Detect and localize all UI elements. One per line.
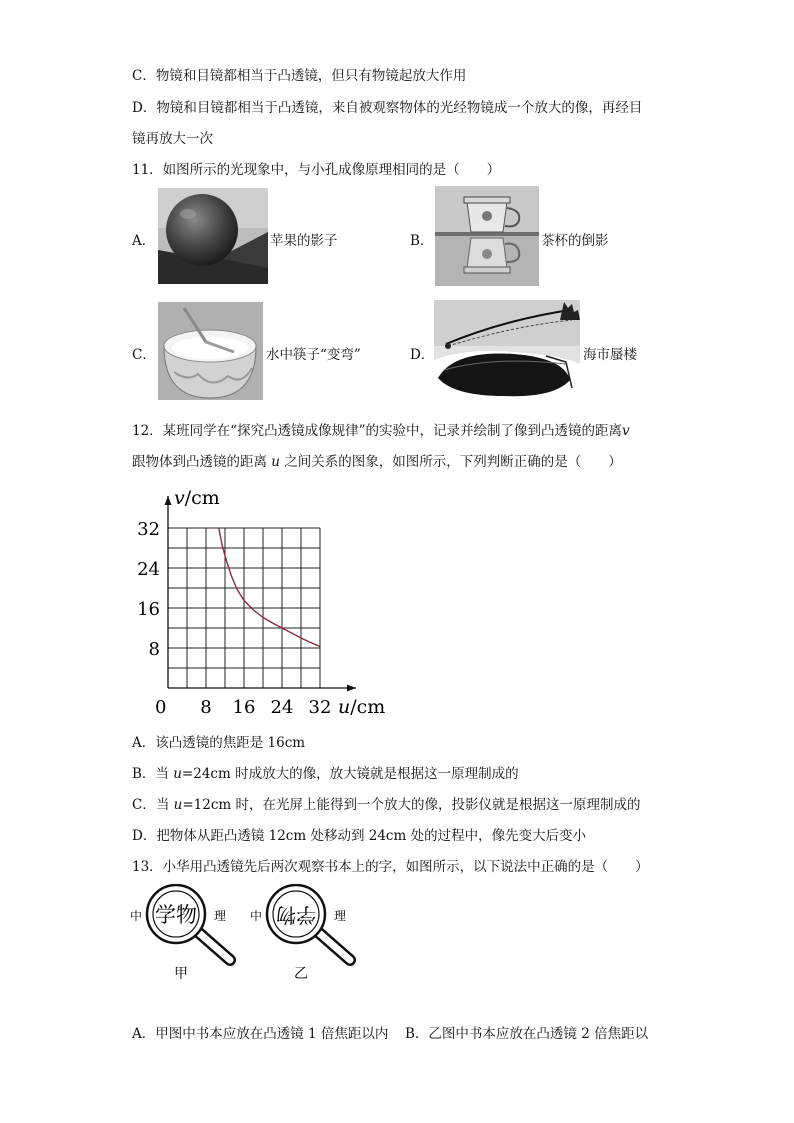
- x-axis-label: u/cm: [338, 696, 386, 718]
- q11-option-b-caption: 茶杯的倒影: [541, 233, 609, 249]
- y-tick-label: 32: [137, 519, 160, 540]
- magnifier-figure: [130, 884, 370, 986]
- x-axis-arrow: [347, 685, 356, 692]
- origin-label: 0: [155, 697, 167, 718]
- left-outer-char-1: 中: [130, 909, 143, 923]
- apple-shadow-photo: [158, 188, 268, 284]
- q11-option-a-caption: 苹果的影子: [270, 233, 338, 249]
- q10-option-d-line1: D．物镜和目镜都相当于凸透镜，来自被观察物体的光经物镜成一个放大的像，再经目: [132, 100, 643, 116]
- q12-option-a: A．该凸透镜的焦距是 16cm: [132, 735, 306, 751]
- x-tick-label: 32: [308, 697, 332, 718]
- chopstick-in-water-photo: [158, 302, 263, 400]
- q11-option-c-label: C．: [132, 347, 156, 363]
- right-lens-text-inverted: 学物: [276, 903, 316, 927]
- q13-option-b: B．乙图中书本应放在凸透镜 2 倍焦距以: [405, 1026, 649, 1042]
- q11-option-d-label: D．: [410, 347, 435, 363]
- q11-option-d-caption: 海市蜃楼: [583, 347, 637, 363]
- left-lens-text: 学物: [155, 903, 197, 927]
- q12-stem-line1: 12．某班同学在“探究凸透镜成像规律”的实验中，记录并绘制了像到凸透镜的距离v: [132, 423, 630, 439]
- right-outer-char-1: 中: [250, 909, 263, 923]
- left-outer-char-2: 理: [214, 909, 227, 923]
- v-u-curve: [219, 528, 320, 647]
- v-u-graph: [132, 484, 392, 720]
- x-tick-label: 8: [200, 697, 212, 718]
- y-tick-label: 24: [137, 559, 160, 580]
- q13-stem: 13．小华用凸透镜先后两次观察书本上的字，如图所示，以下说法中正确的是（ ）: [132, 859, 649, 875]
- x-tick-label: 16: [232, 697, 256, 718]
- q12-option-d: D．把物体从距凸透镜 12cm 处移动到 24cm 处的过程中，像先变大后变小: [132, 828, 587, 844]
- right-outer-char-2: 理: [334, 909, 347, 923]
- q11-option-b-label: B．: [410, 233, 434, 249]
- y-axis-arrow: [165, 496, 172, 505]
- v-u-graph-svg: [132, 484, 392, 720]
- mirage-diagram-photo: [434, 300, 580, 404]
- q11-stem: 11．如图所示的光现象中，与小孔成像原理相同的是（ ）: [132, 162, 501, 178]
- label-jia: 甲: [174, 966, 188, 982]
- magnifier-left: [130, 885, 230, 982]
- q10-option-d-line2: 镜再放大一次: [132, 131, 213, 147]
- x-tick-label: 24: [270, 697, 294, 718]
- teacup-reflection-photo: [435, 186, 539, 286]
- y-axis-label: v/cm: [174, 487, 220, 509]
- q10-option-c: C．物镜和目镜都相当于凸透镜，但只有物镜起放大作用: [132, 68, 467, 84]
- q13-option-a: A．甲图中书本应放在凸透镜 1 倍焦距以内: [132, 1026, 389, 1042]
- q12-option-b: B．当 u=24cm 时成放大的像，放大镜就是根据这一原理制成的: [132, 766, 519, 782]
- q11-option-c-caption: 水中筷子“变弯”: [266, 347, 361, 363]
- q11-option-a-label: A．: [132, 233, 156, 249]
- magnifier-right: [250, 885, 350, 982]
- y-tick-label: 16: [137, 599, 160, 620]
- q12-stem-line2: 跟物体到凸透镜的距离 u 之间关系的图象，如图所示，下列判断正确的是（ ）: [132, 454, 622, 470]
- y-tick-label: 8: [148, 639, 160, 660]
- label-yi: 乙: [294, 966, 308, 982]
- q12-option-c: C．当 u=12cm 时，在光屏上能得到一个放大的像，投影仪就是根据这一原理制成的: [132, 797, 641, 813]
